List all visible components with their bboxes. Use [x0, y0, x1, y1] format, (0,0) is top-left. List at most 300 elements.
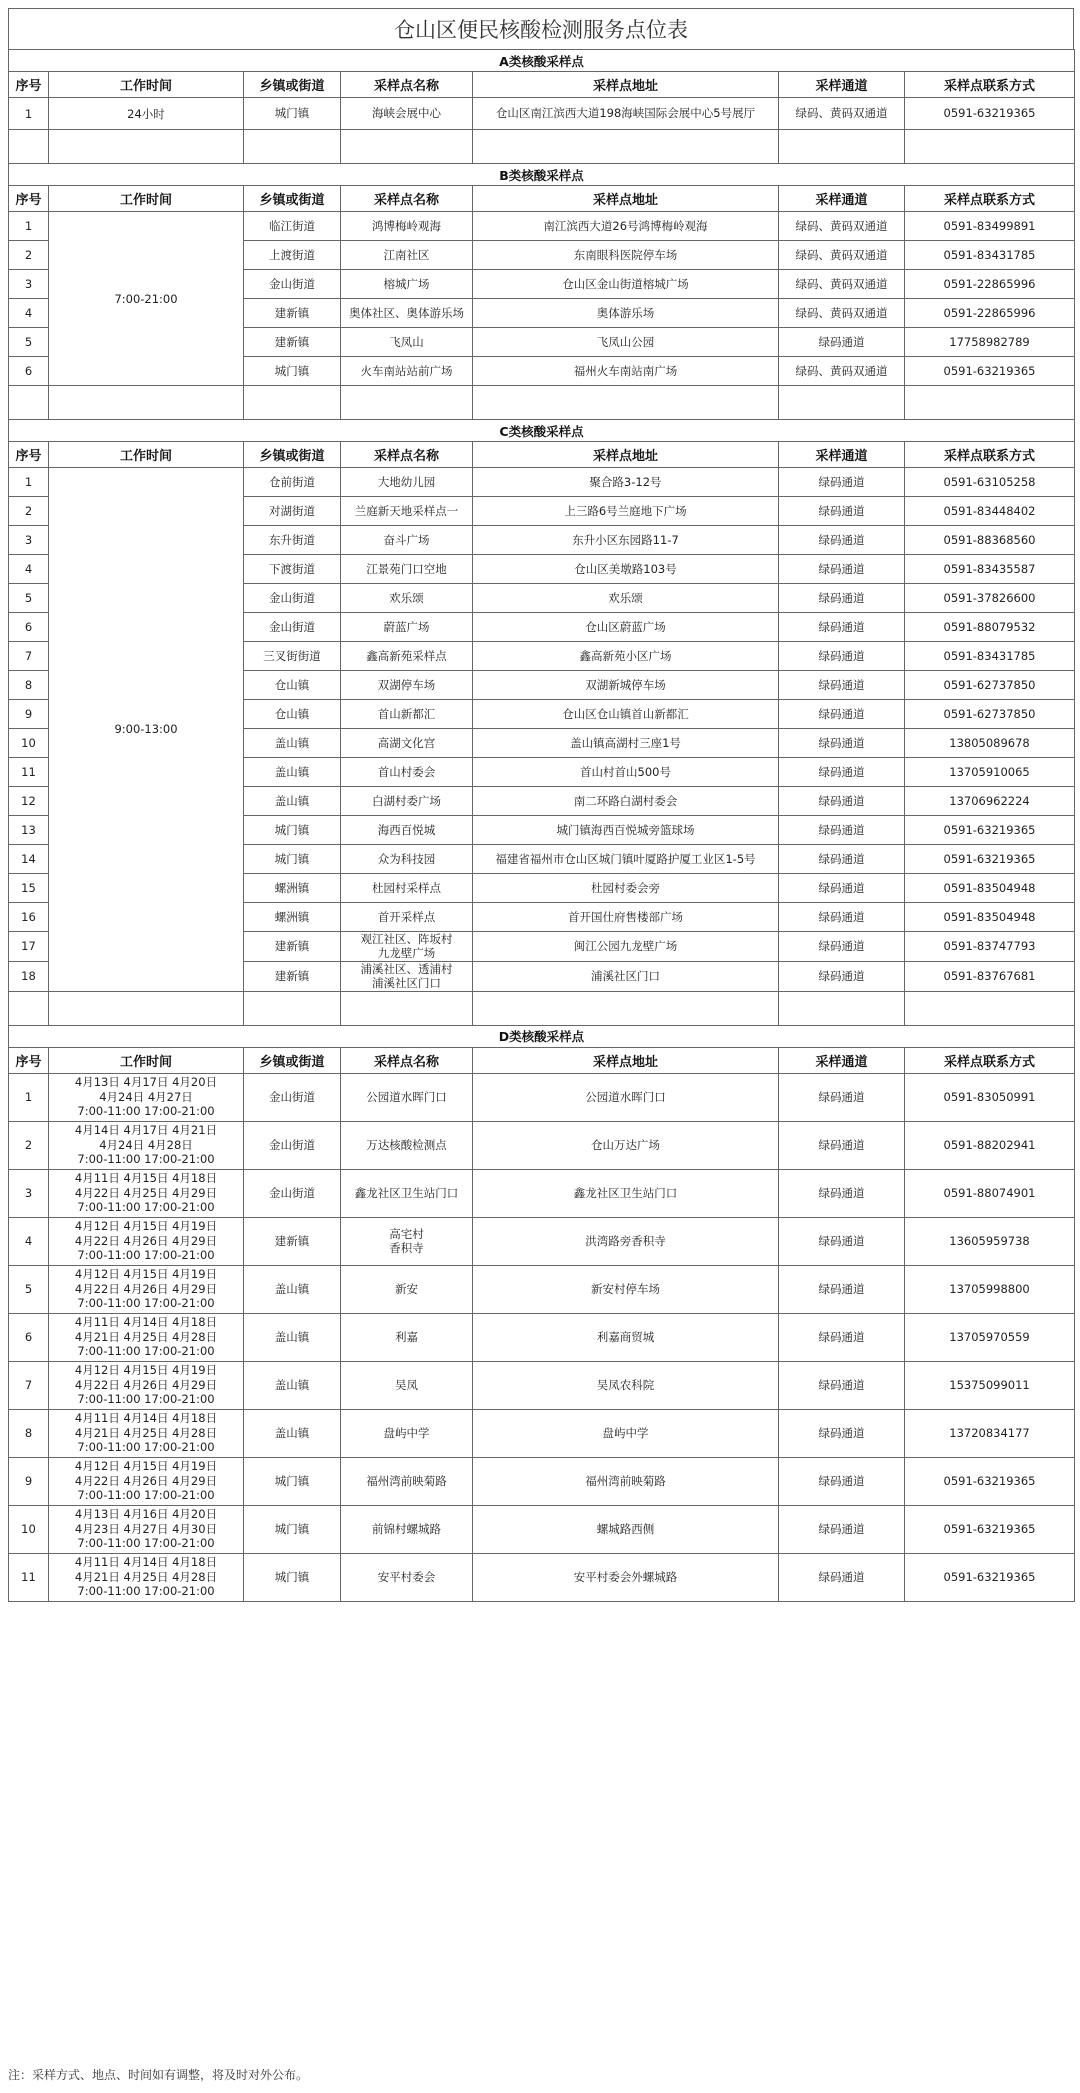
row-number: 5: [9, 584, 49, 613]
column-header-row: [9, 72, 1075, 98]
contact-phone: 0591-83747793: [905, 932, 1075, 962]
town-street: 建新镇: [244, 1217, 341, 1265]
spacer-cell: [244, 991, 341, 1025]
contact-phone: 0591-22865996: [905, 299, 1075, 328]
sampling-channel: 绿码通道: [779, 1169, 905, 1217]
contact-phone: 0591-83504948: [905, 903, 1075, 932]
row-number: 1: [9, 212, 49, 241]
contact-phone: 0591-63219365: [905, 816, 1075, 845]
contact-phone: 0591-62737850: [905, 700, 1075, 729]
site-address: 福州湾前映菊路: [473, 1457, 779, 1505]
spacer-cell: [244, 130, 341, 164]
row-number: 3: [9, 270, 49, 299]
service-point-table: [8, 49, 1075, 1602]
spacer-row: [9, 130, 1075, 164]
town-street: 盖山镇: [244, 758, 341, 787]
contact-phone: 0591-62737850: [905, 671, 1075, 700]
spacer-row: [9, 386, 1075, 420]
site-name: 高宅村 香积寺: [341, 1217, 473, 1265]
contact-phone: 0591-83499891: [905, 212, 1075, 241]
site-name: 万达核酸检测点: [341, 1121, 473, 1169]
contact-phone: 13706962224: [905, 787, 1075, 816]
site-address: 双湖新城停车场: [473, 671, 779, 700]
column-header: 采样点联系方式: [905, 186, 1075, 212]
town-street: 螺洲镇: [244, 874, 341, 903]
spacer-cell: [779, 991, 905, 1025]
sampling-channel: 绿码通道: [779, 497, 905, 526]
row-number: 11: [9, 758, 49, 787]
row-number: 18: [9, 961, 49, 991]
site-address: 聚合路3-12号: [473, 468, 779, 497]
table-row: [9, 1553, 1075, 1601]
site-name: 鑫高新苑采样点: [341, 642, 473, 671]
work-time: 24小时: [49, 98, 244, 130]
town-street: 城门镇: [244, 816, 341, 845]
row-number: 4: [9, 1217, 49, 1265]
work-time: 4月13日 4月16日 4月20日 4月23日 4月27日 4月30日 7:00-11:00 17:00-21:00: [49, 1505, 244, 1553]
column-header: 工作时间: [49, 1047, 244, 1073]
site-name: 欢乐颂: [341, 584, 473, 613]
row-number: 1: [9, 1073, 49, 1121]
site-address: 仓山区美墩路103号: [473, 555, 779, 584]
column-header: 工作时间: [49, 442, 244, 468]
contact-phone: 0591-83431785: [905, 642, 1075, 671]
table-row: [9, 1265, 1075, 1313]
table-row: [9, 1073, 1075, 1121]
site-name: 大地幼儿园: [341, 468, 473, 497]
site-address: 东升小区东园路11-7: [473, 526, 779, 555]
column-header: 序号: [9, 1047, 49, 1073]
town-street: 建新镇: [244, 328, 341, 357]
sampling-channel: 绿码通道: [779, 555, 905, 584]
spacer-cell: [9, 130, 49, 164]
site-name: 兰庭新天地采样点一: [341, 497, 473, 526]
work-time: 4月12日 4月15日 4月19日 4月22日 4月26日 4月29日 7:00-11:00 17:00-21:00: [49, 1265, 244, 1313]
site-address: 欢乐颂: [473, 584, 779, 613]
site-address: 螺城路西侧: [473, 1505, 779, 1553]
row-number: 15: [9, 874, 49, 903]
table-row: [9, 98, 1075, 130]
contact-phone: 0591-88202941: [905, 1121, 1075, 1169]
site-address: 南江滨西大道26号鸿博梅岭观海: [473, 212, 779, 241]
town-street: 金山街道: [244, 1169, 341, 1217]
town-street: 城门镇: [244, 1457, 341, 1505]
column-header: 序号: [9, 186, 49, 212]
sampling-channel: 绿码通道: [779, 961, 905, 991]
site-address: 利嘉商贸城: [473, 1313, 779, 1361]
work-time: 4月12日 4月15日 4月19日 4月22日 4月26日 4月29日 7:00-11:00 17:00-21:00: [49, 1361, 244, 1409]
contact-phone: 0591-83431785: [905, 241, 1075, 270]
site-address: 仓山万达广场: [473, 1121, 779, 1169]
contact-phone: 15375099011: [905, 1361, 1075, 1409]
contact-phone: 0591-63219365: [905, 845, 1075, 874]
row-number: 14: [9, 845, 49, 874]
table-row: [9, 1217, 1075, 1265]
sampling-channel: 绿码通道: [779, 729, 905, 758]
spacer-cell: [49, 991, 244, 1025]
spacer-cell: [473, 991, 779, 1025]
row-number: 12: [9, 787, 49, 816]
town-street: 城门镇: [244, 98, 341, 130]
section-title: D类核酸采样点: [9, 1025, 1075, 1047]
site-address: 仓山区南江滨西大道198海峡国际会展中心5号展厅: [473, 98, 779, 130]
site-name: 鑫龙社区卫生站门口: [341, 1169, 473, 1217]
contact-phone: 13605959738: [905, 1217, 1075, 1265]
contact-phone: 0591-63105258: [905, 468, 1075, 497]
work-time: 4月14日 4月17日 4月21日 4月24日 4月28日 7:00-11:00 17:00-21:00: [49, 1121, 244, 1169]
site-address: 浦溪社区门口: [473, 961, 779, 991]
spacer-cell: [341, 130, 473, 164]
row-number: 16: [9, 903, 49, 932]
sampling-channel: 绿码通道: [779, 1121, 905, 1169]
contact-phone: 0591-37826600: [905, 584, 1075, 613]
site-address: 杜园村委会旁: [473, 874, 779, 903]
work-time: 4月13日 4月17日 4月20日 4月24日 4月27日 7:00-11:00 17:00-21:00: [49, 1073, 244, 1121]
spacer-cell: [49, 130, 244, 164]
column-header: 采样点名称: [341, 1047, 473, 1073]
sampling-channel: 绿码通道: [779, 526, 905, 555]
site-address: 闽江公园九龙壁广场: [473, 932, 779, 962]
spacer-cell: [905, 991, 1075, 1025]
row-number: 10: [9, 1505, 49, 1553]
column-header: 采样点联系方式: [905, 1047, 1075, 1073]
town-street: 临江街道: [244, 212, 341, 241]
sampling-channel: 绿码通道: [779, 874, 905, 903]
spacer-cell: [341, 991, 473, 1025]
contact-phone: 0591-88368560: [905, 526, 1075, 555]
sampling-channel: 绿码通道: [779, 816, 905, 845]
work-time: 4月12日 4月15日 4月19日 4月22日 4月26日 4月29日 7:00-11:00 17:00-21:00: [49, 1457, 244, 1505]
site-address: 新安村停车场: [473, 1265, 779, 1313]
site-name: 海峡会展中心: [341, 98, 473, 130]
column-header: 工作时间: [49, 186, 244, 212]
site-name: 江南社区: [341, 241, 473, 270]
sampling-channel: 绿码通道: [779, 932, 905, 962]
sampling-channel: 绿码通道: [779, 1553, 905, 1601]
contact-phone: 0591-83504948: [905, 874, 1075, 903]
column-header: 采样通道: [779, 72, 905, 98]
site-name: 蔚蓝广场: [341, 613, 473, 642]
site-name: 奋斗广场: [341, 526, 473, 555]
town-street: 金山街道: [244, 1073, 341, 1121]
site-name: 奥体社区、奥体游乐场: [341, 299, 473, 328]
spacer-cell: [473, 386, 779, 420]
site-address: 吴凤农科院: [473, 1361, 779, 1409]
contact-phone: 13705998800: [905, 1265, 1075, 1313]
town-street: 仓前街道: [244, 468, 341, 497]
site-address: 南二环路白湖村委会: [473, 787, 779, 816]
column-header: 乡镇或街道: [244, 442, 341, 468]
site-name: 首山新都汇: [341, 700, 473, 729]
column-header-row: [9, 442, 1075, 468]
spacer-cell: [473, 130, 779, 164]
town-street: 城门镇: [244, 845, 341, 874]
column-header: 采样点地址: [473, 186, 779, 212]
sampling-channel: 绿码通道: [779, 845, 905, 874]
row-number: 7: [9, 642, 49, 671]
site-name: 双湖停车场: [341, 671, 473, 700]
row-number: 2: [9, 497, 49, 526]
town-street: 仓山镇: [244, 671, 341, 700]
sampling-channel: 绿码、黄码双通道: [779, 98, 905, 130]
site-name: 首开采样点: [341, 903, 473, 932]
work-time: 9:00-13:00: [49, 468, 244, 992]
sampling-channel: 绿码通道: [779, 1505, 905, 1553]
work-time: 4月11日 4月14日 4月18日 4月21日 4月25日 4月28日 7:00-11:00 17:00-21:00: [49, 1313, 244, 1361]
column-header: 工作时间: [49, 72, 244, 98]
site-address: 上三路6号兰庭地下广场: [473, 497, 779, 526]
contact-phone: 0591-63219365: [905, 1505, 1075, 1553]
section-title: C类核酸采样点: [9, 420, 1075, 442]
sampling-channel: 绿码通道: [779, 1457, 905, 1505]
work-time: 4月11日 4月14日 4月18日 4月21日 4月25日 4月28日 7:00-11:00 17:00-21:00: [49, 1553, 244, 1601]
table-row: [9, 468, 1075, 497]
row-number: 4: [9, 555, 49, 584]
column-header-row: [9, 1047, 1075, 1073]
section-title: A类核酸采样点: [9, 50, 1075, 72]
site-name: 飞凤山: [341, 328, 473, 357]
spacer-cell: [779, 130, 905, 164]
column-header: 采样点联系方式: [905, 72, 1075, 98]
site-address: 奥体游乐场: [473, 299, 779, 328]
spacer-cell: [49, 386, 244, 420]
contact-phone: 0591-63219365: [905, 98, 1075, 130]
section-title: B类核酸采样点: [9, 164, 1075, 186]
contact-phone: 0591-83435587: [905, 555, 1075, 584]
town-street: 盖山镇: [244, 729, 341, 758]
contact-phone: 0591-63219365: [905, 357, 1075, 386]
table-row: [9, 1457, 1075, 1505]
site-name: 吴凤: [341, 1361, 473, 1409]
sampling-channel: 绿码通道: [779, 671, 905, 700]
table-row: [9, 212, 1075, 241]
town-street: 仓山镇: [244, 700, 341, 729]
table-row: [9, 1121, 1075, 1169]
column-header: 乡镇或街道: [244, 1047, 341, 1073]
sampling-channel: 绿码通道: [779, 328, 905, 357]
row-number: 2: [9, 241, 49, 270]
contact-phone: 13705970559: [905, 1313, 1075, 1361]
row-number: 6: [9, 1313, 49, 1361]
sampling-channel: 绿码通道: [779, 584, 905, 613]
town-street: 建新镇: [244, 299, 341, 328]
site-name: 高湖文化宫: [341, 729, 473, 758]
sampling-channel: 绿码通道: [779, 758, 905, 787]
column-header: 采样点地址: [473, 442, 779, 468]
row-number: 5: [9, 1265, 49, 1313]
contact-phone: 13805089678: [905, 729, 1075, 758]
site-name: 安平村委会: [341, 1553, 473, 1601]
town-street: 城门镇: [244, 1505, 341, 1553]
town-street: 金山街道: [244, 270, 341, 299]
row-number: 13: [9, 816, 49, 845]
footnote: 注：采样方式、地点、时间如有调整，将及时对外公布。: [8, 2068, 309, 2082]
town-street: 金山街道: [244, 584, 341, 613]
site-address: 洪湾路旁香积寺: [473, 1217, 779, 1265]
page-title: 仓山区便民核酸检测服务点位表: [8, 8, 1074, 49]
spacer-row: [9, 991, 1075, 1025]
site-address: 公园道水晖门口: [473, 1073, 779, 1121]
row-number: 1: [9, 98, 49, 130]
site-name: 前锦村螺城路: [341, 1505, 473, 1553]
table-row: [9, 1409, 1075, 1457]
sampling-channel: 绿码通道: [779, 1361, 905, 1409]
table-row: [9, 1313, 1075, 1361]
site-address: 福州火车南站南广场: [473, 357, 779, 386]
sampling-channel: 绿码通道: [779, 903, 905, 932]
spacer-cell: [905, 386, 1075, 420]
section-header: [9, 50, 1075, 72]
spacer-cell: [905, 130, 1075, 164]
row-number: 3: [9, 1169, 49, 1217]
town-street: 东升街道: [244, 526, 341, 555]
row-number: 8: [9, 671, 49, 700]
service-point-table-sheet: [8, 8, 1074, 1602]
site-address: 盖山镇高湖村三座1号: [473, 729, 779, 758]
sampling-channel: 绿码通道: [779, 1073, 905, 1121]
site-name: 鸿博梅岭观海: [341, 212, 473, 241]
row-number: 2: [9, 1121, 49, 1169]
sampling-channel: 绿码通道: [779, 700, 905, 729]
site-address: 盘屿中学: [473, 1409, 779, 1457]
work-time: 4月11日 4月14日 4月18日 4月21日 4月25日 4月28日 7:00-11:00 17:00-21:00: [49, 1409, 244, 1457]
site-address: 仓山区金山街道榕城广场: [473, 270, 779, 299]
site-name: 榕城广场: [341, 270, 473, 299]
site-address: 城门镇海西百悦城旁篮球场: [473, 816, 779, 845]
contact-phone: 13720834177: [905, 1409, 1075, 1457]
column-header-row: [9, 186, 1075, 212]
column-header: 序号: [9, 442, 49, 468]
town-street: 上渡街道: [244, 241, 341, 270]
sampling-channel: 绿码通道: [779, 642, 905, 671]
town-street: 盖山镇: [244, 1361, 341, 1409]
column-header: 乡镇或街道: [244, 186, 341, 212]
spacer-cell: [244, 386, 341, 420]
contact-phone: 0591-22865996: [905, 270, 1075, 299]
work-time: 4月11日 4月15日 4月18日 4月22日 4月25日 4月29日 7:00-11:00 17:00-21:00: [49, 1169, 244, 1217]
column-header: 采样通道: [779, 186, 905, 212]
contact-phone: 0591-83448402: [905, 497, 1075, 526]
site-address: 仓山区仓山镇首山新都汇: [473, 700, 779, 729]
town-street: 城门镇: [244, 1553, 341, 1601]
site-name: 福州湾前映菊路: [341, 1457, 473, 1505]
row-number: 5: [9, 328, 49, 357]
column-header: 采样点地址: [473, 1047, 779, 1073]
site-name: 首山村委会: [341, 758, 473, 787]
site-name: 浦溪社区、透浦村 浦溪社区门口: [341, 961, 473, 991]
contact-phone: 0591-63219365: [905, 1457, 1075, 1505]
site-address: 福建省福州市仓山区城门镇叶厦路护厦工业区1-5号: [473, 845, 779, 874]
section-header: [9, 164, 1075, 186]
row-number: 11: [9, 1553, 49, 1601]
column-header: 采样通道: [779, 442, 905, 468]
site-address: 飞凤山公园: [473, 328, 779, 357]
row-number: 9: [9, 1457, 49, 1505]
work-time: 4月12日 4月15日 4月19日 4月22日 4月26日 4月29日 7:00-11:00 17:00-21:00: [49, 1217, 244, 1265]
site-address: 东南眼科医院停车场: [473, 241, 779, 270]
town-street: 螺洲镇: [244, 903, 341, 932]
town-street: 盖山镇: [244, 1409, 341, 1457]
town-street: 金山街道: [244, 1121, 341, 1169]
contact-phone: 0591-83767681: [905, 961, 1075, 991]
column-header: 采样点名称: [341, 72, 473, 98]
sampling-channel: 绿码通道: [779, 468, 905, 497]
table-row: [9, 1169, 1075, 1217]
spacer-cell: [779, 386, 905, 420]
section-header: [9, 1025, 1075, 1047]
town-street: 盖山镇: [244, 1265, 341, 1313]
site-address: 仓山区蔚蓝广场: [473, 613, 779, 642]
site-name: 新安: [341, 1265, 473, 1313]
row-number: 6: [9, 613, 49, 642]
sampling-channel: 绿码、黄码双通道: [779, 270, 905, 299]
town-street: 金山街道: [244, 613, 341, 642]
contact-phone: 0591-63219365: [905, 1553, 1075, 1601]
town-street: 对湖街道: [244, 497, 341, 526]
column-header: 采样点地址: [473, 72, 779, 98]
town-street: 下渡街道: [244, 555, 341, 584]
site-name: 江景苑门口空地: [341, 555, 473, 584]
column-header: 采样通道: [779, 1047, 905, 1073]
site-name: 公园道水晖门口: [341, 1073, 473, 1121]
site-name: 众为科技园: [341, 845, 473, 874]
spacer-cell: [9, 991, 49, 1025]
spacer-cell: [9, 386, 49, 420]
column-header: 采样点名称: [341, 186, 473, 212]
town-street: 建新镇: [244, 932, 341, 962]
site-address: 安平村委会外螺城路: [473, 1553, 779, 1601]
contact-phone: 17758982789: [905, 328, 1075, 357]
site-name: 利嘉: [341, 1313, 473, 1361]
column-header: 采样点联系方式: [905, 442, 1075, 468]
column-header: 采样点名称: [341, 442, 473, 468]
row-number: 8: [9, 1409, 49, 1457]
site-name: 海西百悦城: [341, 816, 473, 845]
sampling-channel: 绿码通道: [779, 787, 905, 816]
town-street: 盖山镇: [244, 1313, 341, 1361]
column-header: 序号: [9, 72, 49, 98]
contact-phone: 0591-88079532: [905, 613, 1075, 642]
contact-phone: 13705910065: [905, 758, 1075, 787]
town-street: 盖山镇: [244, 787, 341, 816]
row-number: 10: [9, 729, 49, 758]
section-header: [9, 420, 1075, 442]
sampling-channel: 绿码通道: [779, 1409, 905, 1457]
site-address: 鑫龙社区卫生站门口: [473, 1169, 779, 1217]
table-row: [9, 1505, 1075, 1553]
site-name: 火车南站站前广场: [341, 357, 473, 386]
sampling-channel: 绿码、黄码双通道: [779, 299, 905, 328]
sampling-channel: 绿码通道: [779, 1265, 905, 1313]
spacer-cell: [341, 386, 473, 420]
site-address: 鑫高新苑小区广场: [473, 642, 779, 671]
row-number: 4: [9, 299, 49, 328]
row-number: 1: [9, 468, 49, 497]
site-name: 杜园村采样点: [341, 874, 473, 903]
sampling-channel: 绿码通道: [779, 613, 905, 642]
contact-phone: 0591-83050991: [905, 1073, 1075, 1121]
site-name: 盘屿中学: [341, 1409, 473, 1457]
row-number: 7: [9, 1361, 49, 1409]
row-number: 3: [9, 526, 49, 555]
site-name: 观江社区、阵坂村 九龙壁广场: [341, 932, 473, 962]
sampling-channel: 绿码、黄码双通道: [779, 212, 905, 241]
row-number: 9: [9, 700, 49, 729]
site-address: 首山村首山500号: [473, 758, 779, 787]
site-name: 白湖村委广场: [341, 787, 473, 816]
sampling-channel: 绿码、黄码双通道: [779, 241, 905, 270]
town-street: 建新镇: [244, 961, 341, 991]
